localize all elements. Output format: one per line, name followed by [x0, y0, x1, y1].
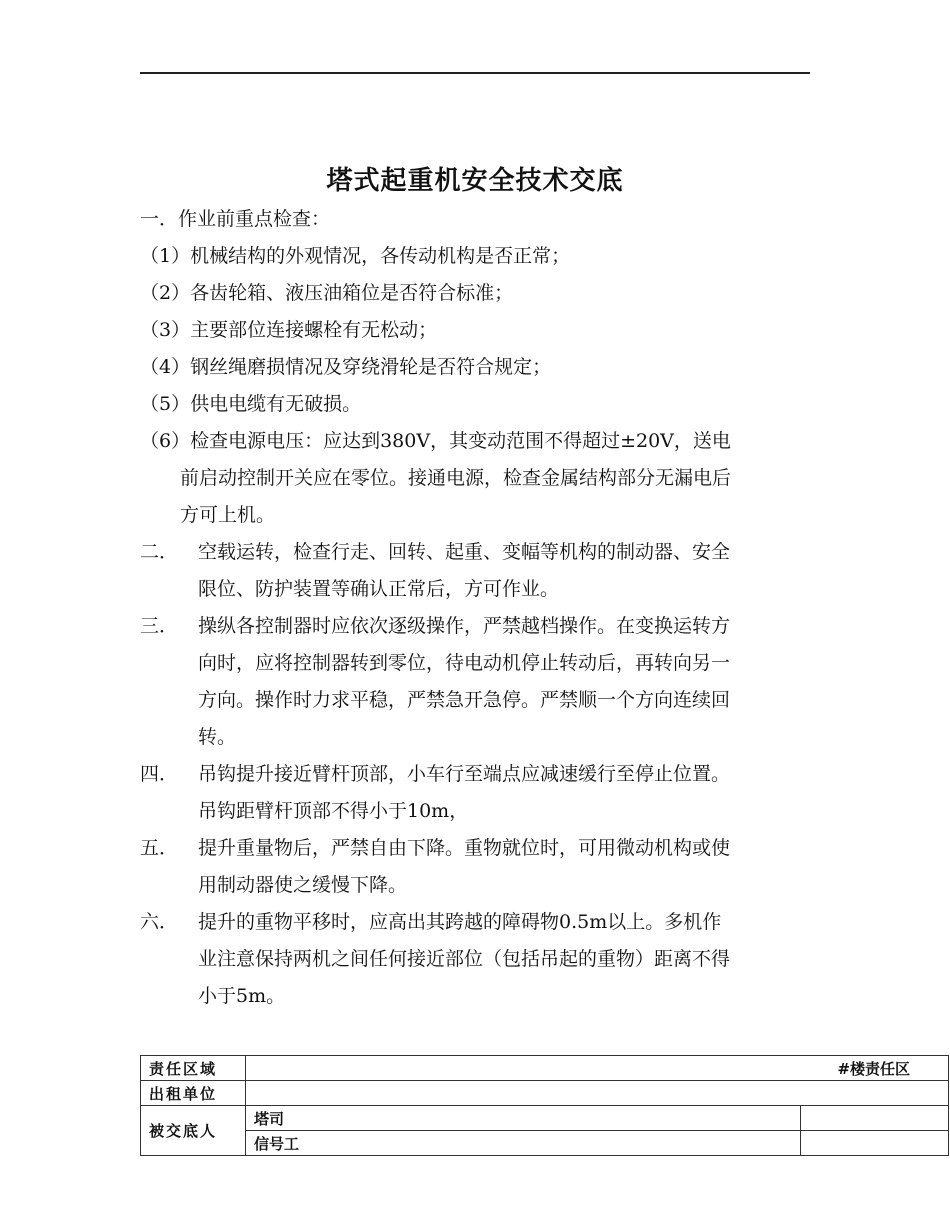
section-text-line: 方向。操作时力求平稳，严禁急开急停。严禁顺一个方向连续回	[198, 689, 731, 711]
section-number: 四．	[140, 763, 179, 785]
table-row	[141, 1106, 949, 1131]
section-number: 二．	[140, 541, 179, 563]
responsibility-area-value: #楼责任区	[246, 1056, 949, 1081]
section-text-line: 提升的重物平移时，应高出其跨越的障碍物0.5m以上。多机作	[198, 911, 722, 933]
section-text-line: 用制动器使之缓慢下降。	[198, 874, 408, 896]
section-text-line: 向时，应将控制器转到零位，待电动机停止转动后，再转向另一	[198, 652, 731, 674]
check-item-6-line-3: 方可上机。	[180, 504, 276, 526]
section-text-line: 业注意保持两机之间任何接近部位（包括吊起的重物）距离不得	[198, 948, 731, 970]
crane-operator-signature	[801, 1106, 949, 1131]
table-row	[141, 1131, 949, 1156]
responsibility-area-label: 责任区域	[141, 1056, 246, 1081]
document-body	[140, 201, 812, 1015]
section-number: 三．	[140, 615, 179, 637]
rental-unit-value	[246, 1081, 949, 1106]
check-item-2: （2）各齿轮箱、液压油箱位是否符合标准；	[140, 282, 514, 304]
section-2	[140, 534, 812, 571]
section-text-line: 空载运转，检查行走、回转、起重、变幅等机构的制动器、安全	[198, 541, 731, 563]
section-number: 六．	[140, 911, 179, 933]
section-text-line: 吊钩提升接近臂杆顶部，小车行至端点应减速缓行至停止位置。	[198, 763, 731, 785]
check-item-4: （4）钢丝绳磨损情况及穿绕滑轮是否符合规定；	[140, 356, 552, 378]
section-text-line: 转。	[198, 726, 237, 748]
table-row	[141, 1056, 949, 1081]
section-text-line: 吊钩距臂杆顶部不得小于10m，	[198, 800, 469, 822]
section-1-heading: 一．作业前重点检查：	[140, 208, 331, 230]
table-row	[141, 1081, 949, 1106]
section-text-line: 小于5m。	[198, 985, 286, 1007]
header-rule	[140, 72, 810, 74]
check-item-6-line-2: 前启动控制开关应在零位。接通电源，检查金属结构部分无漏电后	[180, 467, 732, 489]
check-item-6-line-1: （6）检查电源电压：应达到380V，其变动范围不得超过±20V，送电	[140, 430, 731, 452]
crane-operator-label: 塔司	[246, 1106, 801, 1131]
check-item-5: （5）供电电缆有无破损。	[140, 393, 362, 415]
document-title: 塔式起重机安全技术交底	[326, 166, 624, 196]
check-item-1: （1）机械结构的外观情况，各传动机构是否正常；	[140, 245, 571, 267]
section-text-line: 提升重量物后，严禁自由下降。重物就位时，可用微动机构或使	[198, 837, 731, 859]
section-4	[140, 756, 812, 793]
section-3	[140, 608, 812, 645]
responsibility-table	[140, 1055, 949, 1156]
section-5	[140, 830, 812, 867]
section-text-line: 操纵各控制器时应依次逐级操作，严禁越档操作。在变换运转方	[198, 615, 731, 637]
rental-unit-label: 出租单位	[141, 1081, 246, 1106]
check-item-3: （3）主要部位连接螺栓有无松动；	[140, 319, 438, 341]
signal-worker-label: 信号工	[246, 1131, 801, 1156]
recipient-label: 被交底人	[141, 1106, 246, 1156]
section-text-line: 限位、防护装置等确认正常后，方可作业。	[198, 578, 560, 600]
section-6	[140, 904, 812, 941]
signal-worker-signature	[801, 1131, 949, 1156]
section-number: 五．	[140, 837, 179, 859]
